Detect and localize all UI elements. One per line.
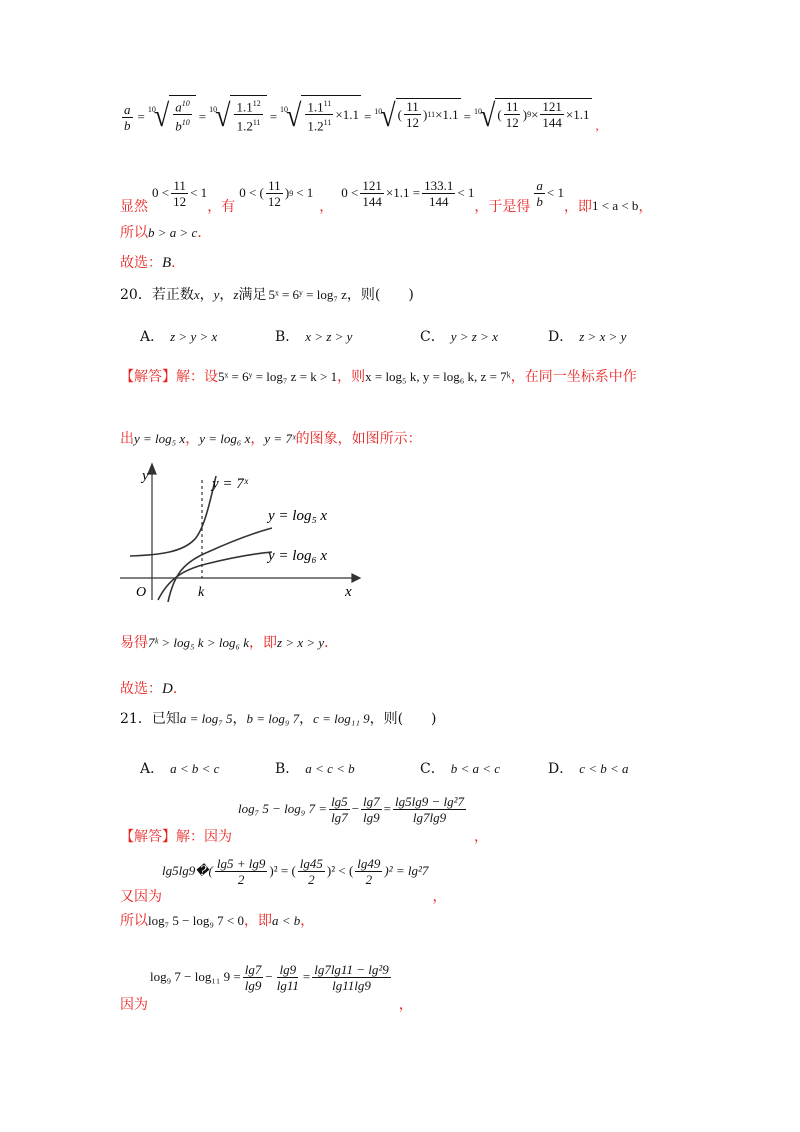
- fraction-a-b: $\frac{a}{b}$: [124, 101, 131, 133]
- curve-log5-label: y = log₅ x: [268, 508, 328, 524]
- solution-20-line2: 出y = log₅ x，y = log₆ x，y = 7ˣ的图象，如图所示：: [120, 431, 422, 447]
- graph-x-label: x: [345, 584, 352, 600]
- q21-option-a[interactable]: A． a < b < c: [140, 761, 220, 777]
- root-5: 10 √ ( $\frac{11}{12}$ ) 9 × $\frac{121}{144}$ ×1.1: [474, 98, 590, 135]
- root-1: 10 √ $\frac{a^{10}}{b^{10}}$: [148, 101, 196, 134]
- solution-21-line2: 又因为 lg5lg9�( $\frac{\lg 5 + \lg 9}{2}$ )² = ( $\frac{\lg 45}{2}$ )² < ( $\frac{\lg 49}{2}$ )² = lg²7 ，: [120, 855, 447, 905]
- curve-log6-label: y = log₆ x: [268, 548, 328, 564]
- curve-exp-label: y = 7ˣ: [212, 476, 249, 492]
- q21-option-c[interactable]: C． b < a < c: [420, 761, 501, 777]
- q20-option-d[interactable]: D． z > x > y: [548, 329, 627, 345]
- x-axis-arrow: [352, 574, 360, 582]
- root-3: 10 √ $\frac{1.1^{11}}{1.2^{11}}$ ×1.1: [280, 101, 361, 134]
- curve-log5: [168, 528, 272, 602]
- function-graph: [120, 462, 370, 602]
- q21-option-d[interactable]: D． c < b < a: [548, 761, 629, 777]
- solution-21-line4: 因为 log₉ 7 − log₁₁ 9 = $\frac{\lg 7}{\lg 9}$ − $\frac{\lg 9}{\lg 11}$ = $\frac{\text{lg7lg11 − lg²9}}{\lg 11\lg 9}$ ，: [120, 961, 413, 1013]
- graph-origin-label: O: [136, 585, 147, 600]
- y-axis-arrow: [148, 464, 156, 474]
- solution-20-easy: 易得7ᵏ > log₅ k > log₆ k，即z > x > y．: [120, 635, 339, 651]
- root-4: 10 √ ( $\frac{11}{12}$ ) 11 ×1.1: [374, 98, 459, 135]
- solution-21-line1: 【解答】 解：因为 log₇ 5 − log₉ 7 = $\frac{\lg 5}{\lg 7}$ − $\frac{\lg 7}{\lg 9}$ = $\frac{\text{lg5lg9 − lg²7}}{\lg 7\lg 9}$ ，: [120, 793, 489, 845]
- graph-k-label: k: [198, 585, 205, 600]
- q20-option-b[interactable]: B． x > z > y: [275, 329, 353, 345]
- solution-20-answer: 故选：D．: [120, 681, 187, 697]
- line-obviously: 显然 0 < $\frac{11}{12}$ < 1 ，有 0 < ( $\frac{11}{12}$ ) 9 < 1 ， 0 < $\frac{121}{144}$ ×1.1 = $\frac{133.1}{144}$ < 1 ，于是得 $\frac{a}{b}$ < 1 ，即 1 < a < b ，: [120, 177, 653, 215]
- line-so-b-a-c: 所以b > a > c．: [120, 225, 212, 241]
- q21-option-b[interactable]: B． a < c < b: [275, 761, 355, 777]
- eq-a-over-b-roots: $\frac{a}{b}$ = 10 √ $\frac{a^{10}}{b^{10}}$ = 10 √ $\frac{1.1^{12}}{1.2^{11}}$ = 10 √ $\frac{1.1^{11}}{1.2^{11}}$ ×1.1 = 10 √ ( $\frac{11}{12}$ ) 11 ×1.1 = 10 √ ( $\frac{11}{12}$ ) 9 × $\frac{121}{144}$ ×1.1 ,: [120, 100, 599, 134]
- line-answer-b: 故选：B．: [120, 255, 186, 271]
- question-21-stem: 21．已知a = log₇ 5，b = log₉ 7，c = log₁₁ 9，则( ): [120, 711, 437, 727]
- curve-log6: [158, 552, 272, 600]
- graph-y-label: y: [142, 468, 149, 484]
- solution-21-line3: 所以log₇ 5 − log₉ 7 < 0，即a < b，: [120, 913, 315, 929]
- q20-option-c[interactable]: C． y > z > x: [420, 329, 498, 345]
- question-20-stem: 20．若正数x，y，z满足 5ˣ = 6ʸ = log₇ z，则( ): [120, 287, 414, 303]
- curve-exp-7x: [130, 476, 216, 556]
- q20-option-a[interactable]: A． z > y > x: [140, 329, 218, 345]
- root-2: 10 √ $\frac{1.1^{12}}{1.2^{11}}$: [209, 101, 267, 134]
- solution-20-line1: 【解答】解：设5ˣ = 6ʸ = log₇ z = k > 1，则x = log₅ k, y = log₆ k, z = 7ᵏ，在同一坐标系中作: [120, 369, 637, 385]
